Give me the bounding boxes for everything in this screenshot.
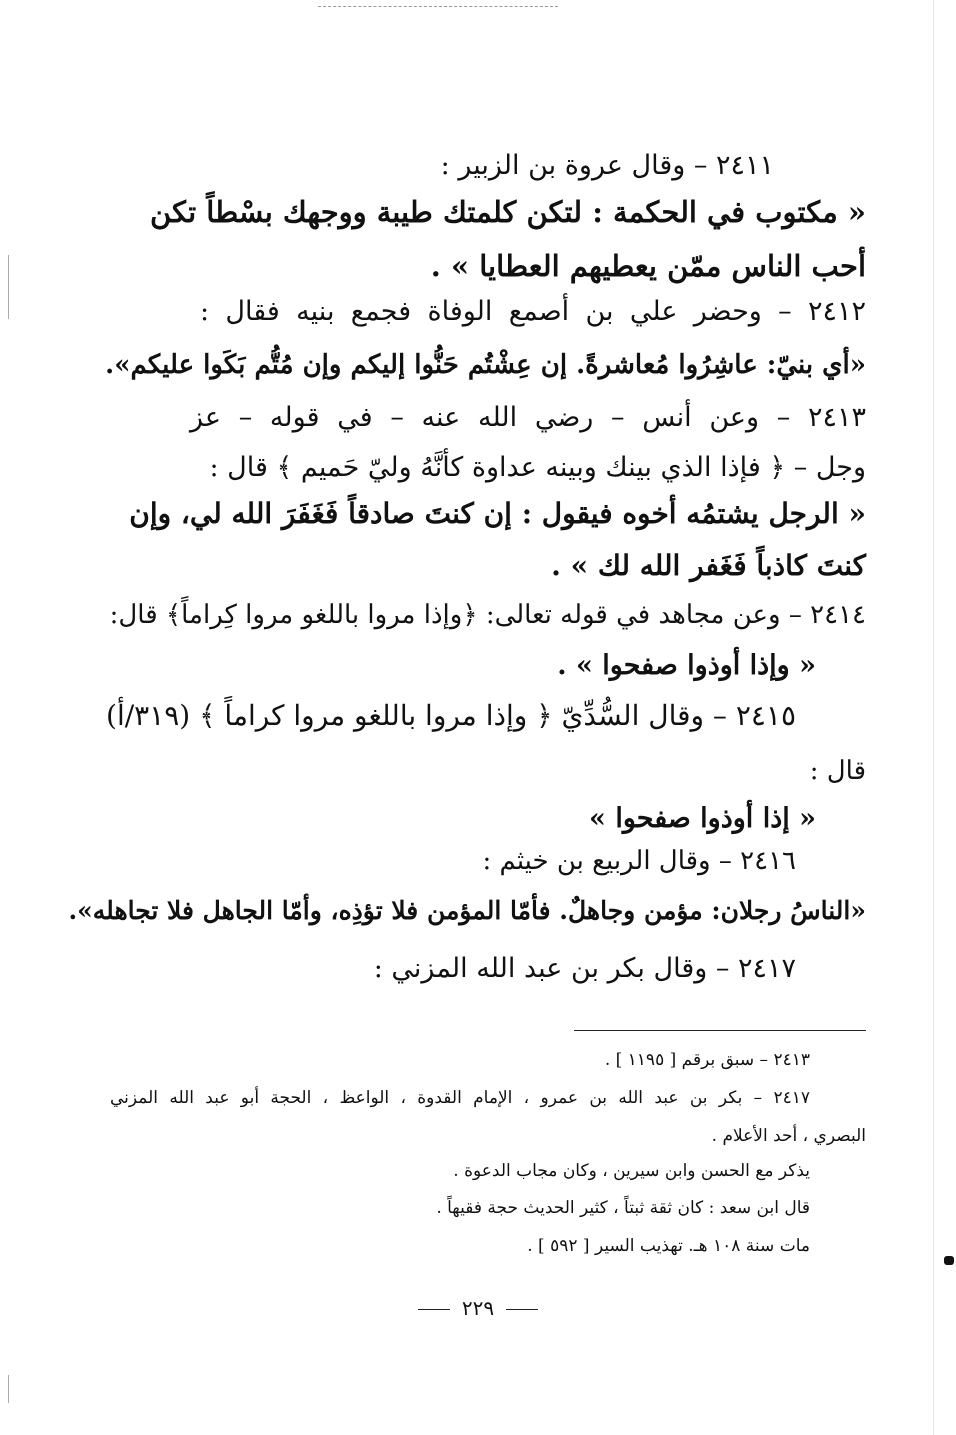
- page-number: [0, 1296, 956, 1320]
- entry-2413-verse: وجل – ﴿ فإذا الذي بينك وبينه عداوة كأنَّهُ وليّ حَميم ﴾ قال :: [209, 452, 866, 483]
- page-number-dash: [506, 1309, 538, 1310]
- entry-2411-quote: « مكتوب في الحكمة : لتكن كلمتك طيبة ووجهك بسْطاً تكن: [150, 195, 866, 229]
- page-number-dash: [418, 1309, 450, 1310]
- entry-2416-quote: «الناسُ رجلان: مؤمن وجاهلٌ. فأمّا المؤمن فلا تؤذِه، وأمّا الجاهل فلا تجاهله».: [68, 896, 866, 925]
- footnote-2417-line: قال ابن سعد : كان ثقة ثبتاً ، كثير الحديث حجة فقيهاً .: [436, 1198, 810, 1218]
- scan-edge-mark: [8, 255, 9, 319]
- entry-2413-heading: ٢٤١٣ – وعن أنس – رضي الله عنه – في قوله – عز: [190, 402, 866, 433]
- entry-2411-heading: ٢٤١١ – وقال عروة بن الزبير :: [440, 150, 774, 181]
- entry-2411-quote-cont: أحب الناس ممّن يعطيهم العطايا » .: [430, 249, 866, 283]
- entry-2412-quote: «أي بنيّ: عاشِرُوا مُعاشرةً. إن عِشْتُم حَنُّوا إليكم وإن مُتُّم بَكَوا عليكم».: [105, 350, 866, 380]
- footnote-2417-line: مات سنة ١٠٨ هـ. تهذيب السير [ ٥٩٢ ] .: [527, 1236, 810, 1256]
- page-number-value: ٢٢٩: [461, 1296, 495, 1320]
- scan-edge-mark: [318, 6, 558, 7]
- entry-2415-heading: ٢٤١٥ – وقال السُّدِّيّ ﴿ وإذا مروا باللغو مروا كراماً ﴾ (٣١٩/أ): [106, 699, 796, 732]
- entry-2416-heading: ٢٤١٦ – وقال الربيع بن خيثم :: [482, 846, 796, 876]
- entry-2414-heading: ٢٤١٤ – وعن مجاهد في قوله تعالى: ﴿وإذا مروا باللغو مروا كِراماً﴾ قال:: [109, 600, 866, 630]
- entry-2415-qala: قال :: [809, 756, 866, 786]
- entry-2413-quote: « الرجل يشتمُه أخوه فيقول : إن كنتَ صادقاً فَغَفَرَ الله لي، وإن: [129, 497, 866, 530]
- entry-2413-quote-cont: كنتَ كاذباً فَغَفر الله لك » .: [551, 549, 866, 582]
- entry-2417-heading: ٢٤١٧ – وقال بكر بن عبد الله المزني :: [373, 953, 796, 984]
- scan-edge-shadow: [933, 0, 934, 1435]
- footnote-2417: ٢٤١٧ – بكر بن عبد الله بن عمرو ، الإمام القدوة ، الواعظ ، الحجة أبو عبد الله المزني: [110, 1088, 810, 1108]
- footnote-separator: [574, 1030, 866, 1031]
- entry-2415-quote: « إذا أوذوا صفحوا »: [589, 803, 816, 834]
- entry-2412-heading: ٢٤١٢ – وحضر علي بن أصمع الوفاة فجمع بنيه فقال :: [200, 296, 866, 327]
- footnote-2417-cont: البصري ، أحد الأعلام .: [711, 1126, 866, 1146]
- scan-edge-mark: [8, 1375, 9, 1403]
- footnote-2413: ٢٤١٣ – سبق برقم [ ١١٩٥ ] .: [604, 1050, 810, 1070]
- footnote-2417-line: يذكر مع الحسن وابن سيرين ، وكان مجاب الدعوة .: [453, 1161, 810, 1181]
- scan-ink-mark: [944, 1256, 954, 1265]
- entry-2414-quote: « وإذا أوذوا صفحوا » .: [557, 650, 816, 681]
